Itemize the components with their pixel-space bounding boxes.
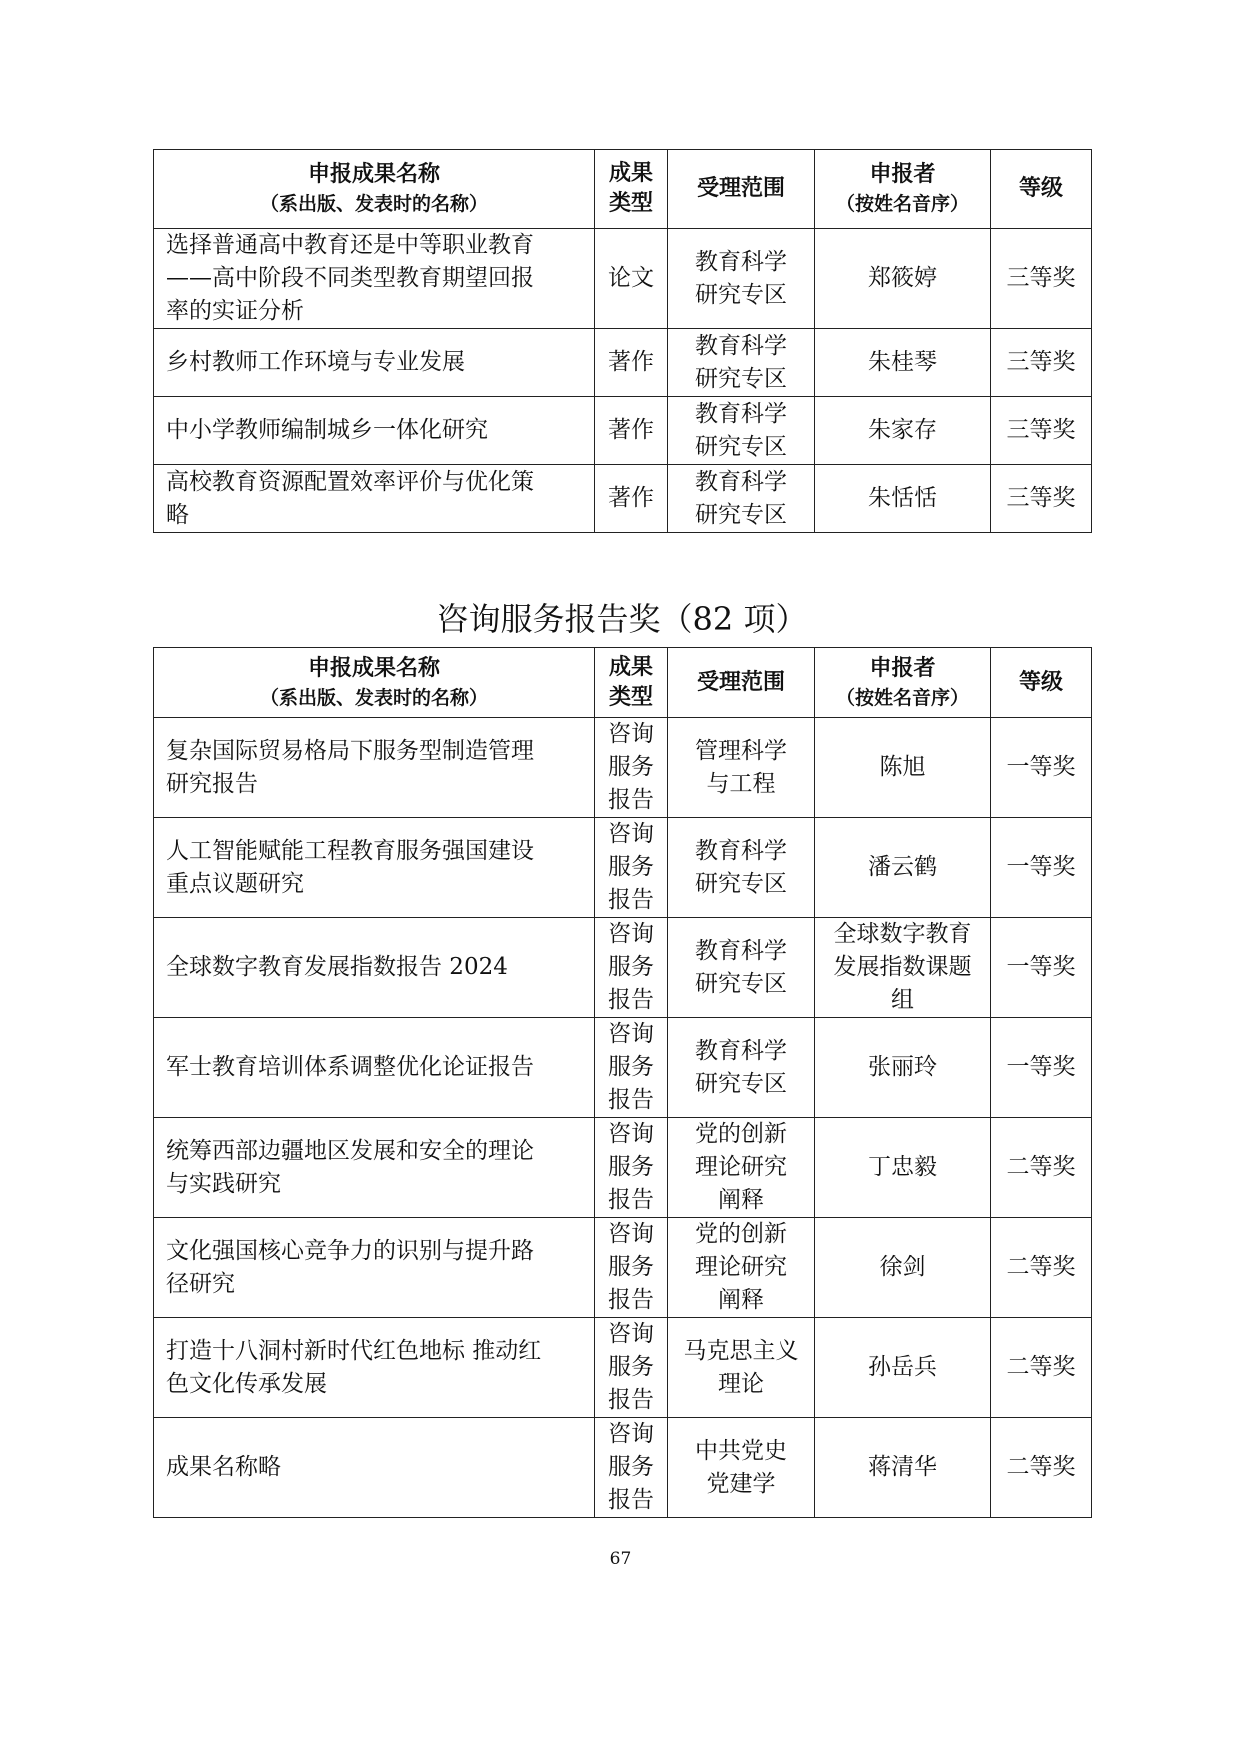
table-row bbox=[154, 918, 1092, 1018]
cell-line: 咨询 bbox=[608, 1221, 654, 1247]
achievement-type-cell bbox=[595, 397, 668, 465]
achievement-type-cell bbox=[595, 1218, 668, 1318]
applicant-cell bbox=[815, 1318, 991, 1418]
achievement-type-cell bbox=[595, 229, 668, 329]
achievement-type-cell bbox=[595, 1118, 668, 1218]
cell-line: 服务 bbox=[608, 1154, 654, 1180]
achievement-name-cell bbox=[154, 818, 595, 918]
grade-cell: 三等奖 bbox=[991, 465, 1092, 533]
cell-line: 咨询 bbox=[608, 1421, 654, 1447]
cell-line: ——高中阶段不同类型教育期望回报 bbox=[166, 265, 534, 291]
cell-line: 研究专区 bbox=[695, 281, 787, 308]
cell-line: 著作 bbox=[608, 485, 654, 511]
cell-line: 全球数字教育 bbox=[833, 921, 972, 947]
cell-line: 服务 bbox=[608, 854, 654, 880]
cell-line: 郑筱婷 bbox=[868, 265, 937, 291]
cell-line: 理论研究 bbox=[695, 1254, 787, 1280]
cell-line: 孙岳兵 bbox=[868, 1354, 937, 1380]
cell-line: 服务 bbox=[608, 1254, 654, 1280]
achievement-type-cell bbox=[595, 329, 668, 397]
cell-line: 理论 bbox=[718, 1370, 764, 1397]
table-row bbox=[154, 329, 1092, 397]
cell-line: 管理科学 bbox=[695, 737, 787, 764]
applicant-cell bbox=[815, 1218, 991, 1318]
applicant-cell bbox=[815, 1418, 991, 1518]
achievement-name-cell bbox=[154, 1318, 595, 1418]
achievement-name-cell bbox=[154, 465, 595, 533]
cell-line: 著作 bbox=[608, 417, 654, 443]
cell-line: 朱桂琴 bbox=[868, 349, 937, 375]
scope-cell bbox=[668, 397, 815, 465]
cell-line: 党的创新 bbox=[695, 1121, 787, 1147]
cell-line: 教育科学 bbox=[695, 400, 787, 427]
cell-line: 发展指数课题 bbox=[833, 954, 972, 980]
cell-line: 研究专区 bbox=[695, 365, 787, 392]
cell-line: 阐释 bbox=[718, 1287, 764, 1313]
cell-line: 高校教育资源配置效率评价与优化策 bbox=[166, 468, 534, 495]
cell-line: 乡村教师工作环境与专业发展 bbox=[166, 349, 465, 375]
cell-line: 研究报告 bbox=[166, 770, 258, 797]
cell-line: 教育科学 bbox=[695, 332, 787, 359]
cell-line: 徐剑 bbox=[879, 1254, 926, 1280]
scope-cell bbox=[668, 1118, 815, 1218]
applicant-cell bbox=[815, 718, 991, 818]
header-grade: 等级 bbox=[991, 648, 1092, 718]
cell-line: 色文化传承发展 bbox=[166, 1370, 327, 1397]
cell-line: 报告 bbox=[608, 1187, 654, 1213]
header-grade: 等级 bbox=[991, 150, 1092, 229]
cell-line: 服务 bbox=[608, 754, 654, 780]
cell-line: 著作 bbox=[608, 349, 654, 375]
cell-line: 朱家存 bbox=[868, 417, 937, 443]
achievement-name-cell bbox=[154, 918, 595, 1018]
cell-line: 党的创新 bbox=[695, 1221, 787, 1247]
cell-line: 研究专区 bbox=[695, 501, 787, 528]
scope-cell bbox=[668, 1218, 815, 1318]
applicant-cell bbox=[815, 1018, 991, 1118]
cell-line: 报告 bbox=[608, 1287, 654, 1313]
table-row bbox=[154, 1318, 1092, 1418]
cell-line: 全球数字教育发展指数报告 2024 bbox=[166, 954, 508, 980]
cell-line: 报告 bbox=[608, 987, 654, 1013]
cell-line: 成果名称略 bbox=[166, 1454, 281, 1480]
cell-line: 服务 bbox=[608, 1454, 654, 1480]
achievement-name-cell bbox=[154, 1218, 595, 1318]
scope-cell bbox=[668, 229, 815, 329]
table-header-row bbox=[154, 150, 1092, 229]
cell-line: 军士教育培训体系调整优化论证报告 bbox=[166, 1054, 534, 1080]
cell-line: 中小学教师编制城乡一体化研究 bbox=[166, 417, 488, 443]
achievement-type-cell bbox=[595, 1018, 668, 1118]
table-row bbox=[154, 397, 1092, 465]
grade-cell: 一等奖 bbox=[991, 918, 1092, 1018]
achievement-type-cell bbox=[595, 718, 668, 818]
applicant-cell bbox=[815, 229, 991, 329]
header-scope: 受理范围 bbox=[668, 150, 815, 229]
cell-line: 蒋清华 bbox=[868, 1454, 937, 1480]
cell-line: 中共党史 bbox=[695, 1437, 787, 1464]
cell-line: 报告 bbox=[608, 1387, 654, 1413]
achievement-name-cell bbox=[154, 1018, 595, 1118]
table-2-body bbox=[154, 718, 1092, 1518]
awards-table-2 bbox=[153, 647, 1092, 1518]
grade-cell: 二等奖 bbox=[991, 1418, 1092, 1518]
table-row bbox=[154, 465, 1092, 533]
applicant-cell bbox=[815, 397, 991, 465]
cell-line: 咨询 bbox=[608, 721, 654, 747]
achievement-type-cell bbox=[595, 918, 668, 1018]
cell-line: 教育科学 bbox=[695, 248, 787, 275]
cell-line: 重点议题研究 bbox=[166, 870, 304, 897]
cell-line: 复杂国际贸易格局下服务型制造管理 bbox=[166, 737, 534, 764]
cell-line: 研究专区 bbox=[695, 970, 787, 997]
header-applicant: 申报者 （按姓名音序） bbox=[815, 648, 991, 718]
cell-line: 研究专区 bbox=[695, 1070, 787, 1097]
header-achievement-type: 成果 类型 bbox=[595, 150, 668, 229]
grade-cell: 三等奖 bbox=[991, 229, 1092, 329]
grade-cell: 三等奖 bbox=[991, 329, 1092, 397]
achievement-name-cell bbox=[154, 1418, 595, 1518]
cell-line: 研究专区 bbox=[695, 433, 787, 460]
cell-line: 教育科学 bbox=[695, 837, 787, 864]
cell-line: 略 bbox=[166, 501, 189, 528]
scope-cell bbox=[668, 1418, 815, 1518]
cell-line: 服务 bbox=[608, 1054, 654, 1080]
grade-cell: 二等奖 bbox=[991, 1118, 1092, 1218]
scope-cell bbox=[668, 329, 815, 397]
cell-line: 与实践研究 bbox=[166, 1170, 281, 1197]
table-row bbox=[154, 1218, 1092, 1318]
cell-line: 人工智能赋能工程教育服务强国建设 bbox=[166, 837, 534, 864]
cell-line: 咨询 bbox=[608, 1321, 654, 1347]
applicant-cell bbox=[815, 918, 991, 1018]
scope-cell bbox=[668, 1018, 815, 1118]
cell-line: 咨询 bbox=[608, 1121, 654, 1147]
achievement-name-cell bbox=[154, 329, 595, 397]
table-row bbox=[154, 1418, 1092, 1518]
cell-line: 服务 bbox=[608, 954, 654, 980]
cell-line: 潘云鹤 bbox=[868, 854, 937, 880]
cell-line: 打造十八洞村新时代红色地标 推动红 bbox=[166, 1337, 542, 1364]
cell-line: 理论研究 bbox=[695, 1154, 787, 1180]
cell-line: 陈旭 bbox=[879, 754, 926, 780]
applicant-cell bbox=[815, 818, 991, 918]
header-scope: 受理范围 bbox=[668, 648, 815, 718]
cell-line: 报告 bbox=[608, 1087, 654, 1113]
cell-line: 张丽玲 bbox=[868, 1054, 937, 1080]
header-achievement-type: 成果 类型 bbox=[595, 648, 668, 718]
cell-line: 马克思主义 bbox=[683, 1337, 799, 1364]
achievement-name-cell bbox=[154, 718, 595, 818]
table-row bbox=[154, 818, 1092, 918]
table-1-body bbox=[154, 229, 1092, 533]
cell-line: 咨询 bbox=[608, 821, 654, 847]
table-row bbox=[154, 718, 1092, 818]
grade-cell: 一等奖 bbox=[991, 818, 1092, 918]
cell-line: 文化强国核心竞争力的识别与提升路 bbox=[166, 1237, 534, 1264]
cell-line: 阐释 bbox=[718, 1187, 764, 1213]
applicant-cell bbox=[815, 329, 991, 397]
header-applicant: 申报者 （按姓名音序） bbox=[815, 150, 991, 229]
applicant-cell bbox=[815, 1118, 991, 1218]
cell-line: 选择普通高中教育还是中等职业教育 bbox=[166, 232, 534, 258]
page-number: 67 bbox=[609, 1549, 632, 1569]
grade-cell: 一等奖 bbox=[991, 718, 1092, 818]
cell-line: 教育科学 bbox=[695, 1037, 787, 1064]
grade-cell: 二等奖 bbox=[991, 1218, 1092, 1318]
achievement-type-cell bbox=[595, 818, 668, 918]
cell-line: 服务 bbox=[608, 1354, 654, 1380]
applicant-cell bbox=[815, 465, 991, 533]
scope-cell bbox=[668, 465, 815, 533]
scope-cell bbox=[668, 1318, 815, 1418]
cell-line: 与工程 bbox=[706, 770, 776, 797]
cell-line: 率的实证分析 bbox=[166, 298, 304, 324]
scope-cell bbox=[668, 718, 815, 818]
awards-table-1 bbox=[153, 149, 1092, 533]
table-row bbox=[154, 1018, 1092, 1118]
achievement-type-cell bbox=[595, 1318, 668, 1418]
achievement-name-cell bbox=[154, 229, 595, 329]
cell-line: 报告 bbox=[608, 787, 654, 813]
cell-line: 报告 bbox=[608, 1487, 654, 1513]
cell-line: 丁忠毅 bbox=[868, 1154, 937, 1180]
cell-line: 咨询 bbox=[608, 1021, 654, 1047]
cell-line: 党建学 bbox=[706, 1470, 776, 1497]
table-row bbox=[154, 229, 1092, 329]
cell-line: 报告 bbox=[608, 887, 654, 913]
grade-cell: 二等奖 bbox=[991, 1318, 1092, 1418]
achievement-type-cell bbox=[595, 465, 668, 533]
achievement-name-cell bbox=[154, 397, 595, 465]
achievement-name-cell bbox=[154, 1118, 595, 1218]
header-achievement-name: 申报成果名称 （系出版、发表时的名称） bbox=[154, 648, 595, 718]
cell-line: 咨询 bbox=[608, 921, 654, 947]
table-header-row bbox=[154, 648, 1092, 718]
grade-cell: 三等奖 bbox=[991, 397, 1092, 465]
cell-line: 教育科学 bbox=[695, 468, 787, 495]
table-row bbox=[154, 1118, 1092, 1218]
cell-line: 研究专区 bbox=[695, 870, 787, 897]
scope-cell bbox=[668, 918, 815, 1018]
cell-line: 组 bbox=[891, 987, 914, 1013]
cell-line: 教育科学 bbox=[695, 937, 787, 964]
section-title: 咨询服务报告奖（82 项） bbox=[436, 600, 808, 638]
cell-line: 论文 bbox=[608, 265, 654, 291]
cell-line: 朱恬恬 bbox=[868, 485, 937, 511]
achievement-type-cell bbox=[595, 1418, 668, 1518]
cell-line: 统筹西部边疆地区发展和安全的理论 bbox=[166, 1137, 534, 1164]
header-achievement-name: 申报成果名称 （系出版、发表时的名称） bbox=[154, 150, 595, 229]
scope-cell bbox=[668, 818, 815, 918]
cell-line: 径研究 bbox=[166, 1270, 235, 1297]
grade-cell: 一等奖 bbox=[991, 1018, 1092, 1118]
